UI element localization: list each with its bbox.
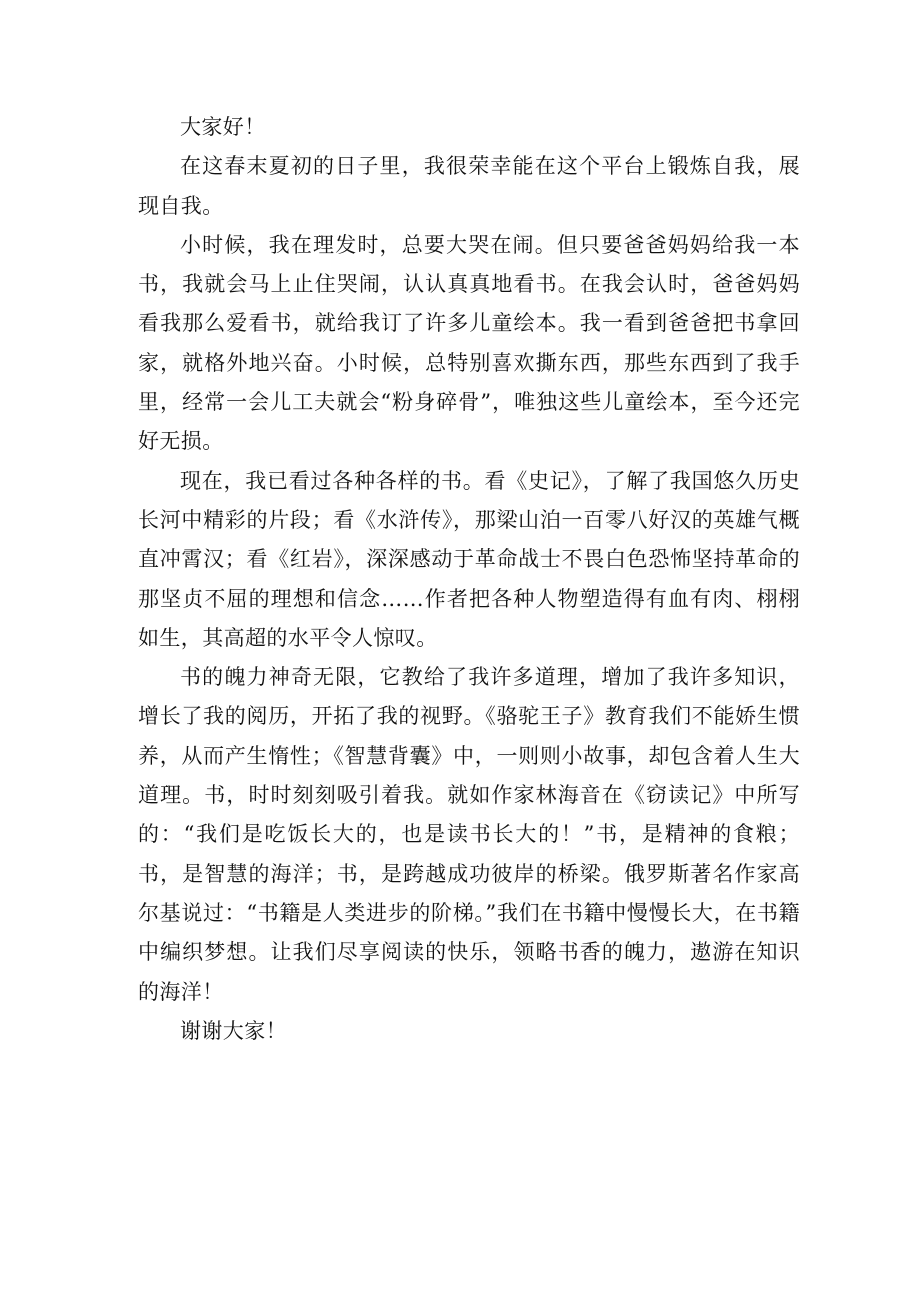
speech-text: [138, 108, 800, 1051]
paragraph-opening: 在这春末夏初的日子里，我很荣幸能在这个平台上锻炼自我，展现自我。: [138, 154, 800, 218]
greeting-line: 大家好！: [180, 115, 266, 139]
paragraph-books-read: 现在，我已看过各种各样的书。看《史记》，了解了我国悠久历史长河中精彩的片段；看《水浒传》，那梁山泊一百零八好汉的英雄气概直冲霄汉；看《红岩》，深深感动于革命战士不畏白色恐怖坚持革命的那坚贞不屈的理想和信念……作者把各种人物塑造得有血有肉、栩栩如生，其高超的水平令人惊叹。: [138, 468, 800, 650]
paragraph-power-of-books: 书的魄力神奇无限，它教给了我许多道理，增加了我许多知识，增长了我的阅历，开拓了我的视野。《骆驼王子》教育我们不能娇生惯养，从而产生惰性；《智慧背囊》中，一则则小故事，却包含着人生大道理。书，时时刻刻吸引着我。就如作家林海音在《窃读记》中所写的：“我们是吃饭长大的，也是读书长大的！”书，是精神的食粮；书，是智慧的海洋；书，是跨越成功彼岸的桥梁。俄罗斯著名作家高尔基说过：“书籍是人类进步的阶梯。”我们在书籍中慢慢长大，在书籍中编织梦想。让我们尽享阅读的快乐，领略书香的魄力，遨游在知识的海洋！: [138, 665, 800, 1004]
closing-line: 谢谢大家！: [180, 1018, 287, 1043]
paragraph-childhood: 小时候，我在理发时，总要大哭在闹。但只要爸爸妈妈给我一本书，我就会马上止住哭闹，认认真真地看书。在我会认时，爸爸妈妈看我那么爱看书，就给我订了许多儿童绘本。我一看到爸爸把书拿回家，就格外地兴奋。小时候，总特别喜欢撕东西，那些东西到了我手里，经常一会儿工夫就会“粉身碎骨”，唯独这些儿童绘本，至今还完好无损。: [138, 232, 800, 454]
